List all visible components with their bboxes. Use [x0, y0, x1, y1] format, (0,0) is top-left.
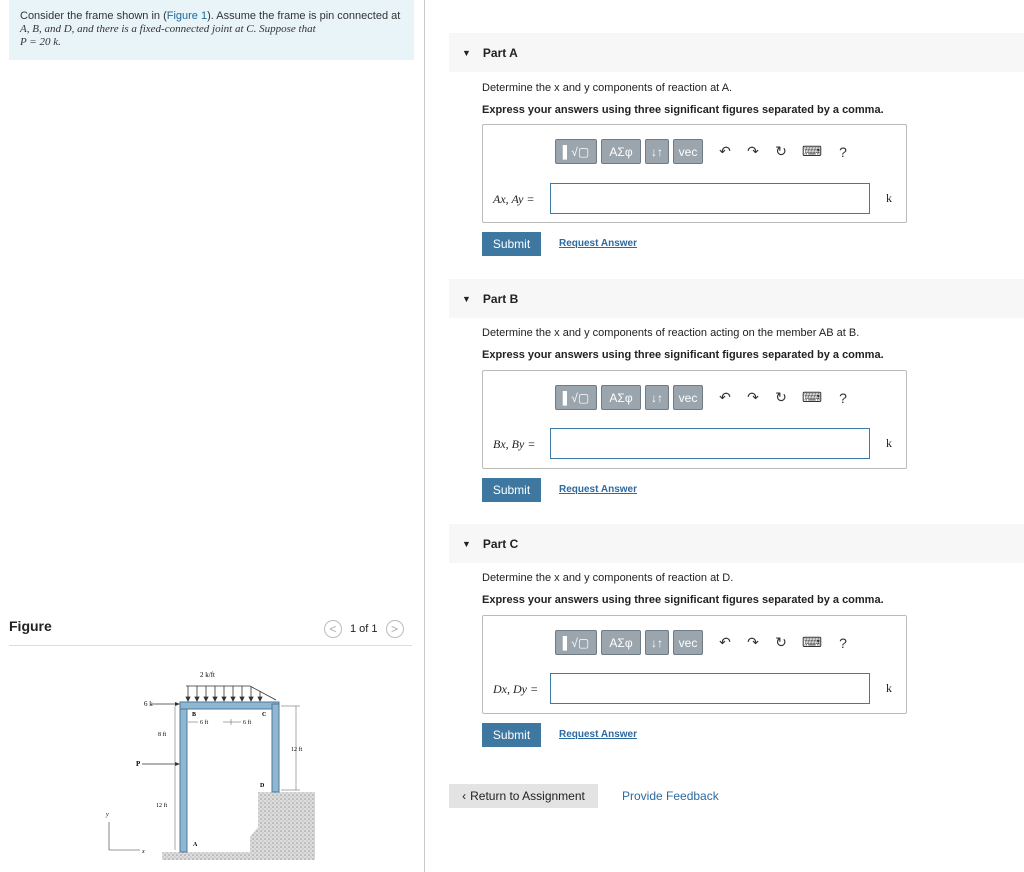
subscript-button[interactable]: ↓↑ — [645, 630, 669, 655]
answer-input[interactable] — [550, 673, 870, 704]
answer-variable-label: Ax, Ay = — [493, 192, 535, 206]
point-d-label: D — [260, 783, 265, 789]
point-b-label: B — [192, 712, 197, 718]
member-cd — [272, 704, 279, 792]
reset-icon[interactable]: ↻ — [775, 634, 787, 650]
keyboard-icon[interactable]: ⌨ — [801, 634, 823, 650]
dim-6ft-a: 6 ft — [200, 720, 209, 726]
templates-button[interactable]: ▌√▢ — [555, 139, 597, 164]
greek-button[interactable]: ΑΣφ — [601, 385, 641, 410]
return-label: Return to Assignment — [470, 789, 585, 803]
dim-12ft-left: 12 ft — [156, 803, 168, 809]
problem-text: Consider the frame shown in ( — [20, 10, 167, 22]
figure-divider — [9, 645, 412, 646]
member-ab — [180, 704, 187, 852]
part-b-question: Determine the x and y components of reaction acting on the member AB at B. — [482, 327, 860, 339]
request-answer-link[interactable]: Request Answer — [559, 729, 637, 740]
part-title: Part A — [482, 45, 518, 60]
unit-label: k — [886, 681, 892, 695]
keyboard-icon[interactable]: ⌨ — [801, 389, 823, 405]
force-6k-label: 6 k — [144, 700, 153, 708]
unit-label: k — [886, 191, 892, 205]
submit-button[interactable]: Submit — [482, 478, 541, 502]
answer-variable-label: Bx, By = — [493, 437, 536, 451]
caret-down-icon: ▼ — [462, 293, 471, 304]
part-title: Part B — [482, 291, 519, 306]
part-a-instruction: Express your answers using three significant figures separated by a comma. — [482, 104, 884, 116]
subscript-button[interactable]: ↓↑ — [645, 385, 669, 410]
member-bc — [180, 702, 279, 709]
redo-icon[interactable]: ↷ — [747, 634, 759, 650]
part-b-instruction: Express your answers using three significant figures separated by a comma. — [482, 349, 884, 361]
undo-icon[interactable]: ↶ — [719, 143, 731, 159]
submit-button[interactable]: Submit — [482, 723, 541, 747]
vec-button[interactable]: vec — [673, 630, 703, 655]
ground-a — [162, 852, 252, 860]
part-b-header[interactable] — [449, 279, 1024, 318]
help-icon[interactable]: ? — [839, 634, 847, 651]
undo-icon[interactable]: ↶ — [719, 634, 731, 650]
prev-figure-button[interactable]: < — [324, 620, 342, 638]
force-p-label: P — [136, 760, 141, 768]
request-answer-link[interactable]: Request Answer — [559, 238, 637, 249]
vec-button[interactable]: vec — [673, 385, 703, 410]
subscript-button[interactable]: ↓↑ — [645, 139, 669, 164]
request-answer-link[interactable]: Request Answer — [559, 484, 637, 495]
part-c-question: Determine the x and y components of reaction at D. — [482, 572, 734, 584]
redo-icon[interactable]: ↷ — [747, 389, 759, 405]
answer-input[interactable] — [550, 183, 870, 214]
problem-text-line2: A, B, and D, and there is a fixed-connected joint at C. Suppose that — [20, 23, 316, 35]
keyboard-icon[interactable]: ⌨ — [801, 143, 823, 159]
caret-down-icon: ▼ — [462, 47, 471, 58]
dim-8ft: 8 ft — [158, 732, 167, 738]
load-label: 2 k/ft — [200, 671, 215, 679]
reset-icon[interactable]: ↻ — [775, 389, 787, 405]
part-b-answer-box — [482, 370, 907, 469]
unit-label: k — [886, 436, 892, 450]
part-a-question: Determine the x and y components of reaction at A. — [482, 82, 733, 94]
part-c-instruction: Express your answers using three significant figures separated by a comma. — [482, 594, 884, 606]
pager-count: 1 of 1 — [350, 623, 378, 635]
undo-icon[interactable]: ↶ — [719, 389, 731, 405]
answer-variable-label: Dx, Dy = — [493, 682, 539, 696]
submit-button[interactable]: Submit — [482, 232, 541, 256]
next-figure-button[interactable]: > — [386, 620, 404, 638]
reset-icon[interactable]: ↻ — [775, 143, 787, 159]
provide-feedback-link[interactable]: Provide Feedback — [622, 789, 719, 803]
templates-button[interactable]: ▌√▢ — [555, 630, 597, 655]
problem-text: ). Assume the frame is pin connected at — [207, 10, 401, 22]
redo-icon[interactable]: ↷ — [747, 143, 759, 159]
part-c-answer-box — [482, 615, 907, 714]
frame-diagram — [100, 662, 330, 862]
caret-down-icon: ▼ — [462, 538, 471, 549]
return-to-assignment-button[interactable] — [449, 784, 598, 808]
greek-button[interactable]: ΑΣφ — [601, 139, 641, 164]
chevron-left-icon: ‹ — [462, 789, 467, 803]
axis-y-label: y — [106, 812, 109, 818]
figure-pager — [324, 619, 404, 639]
part-c-header[interactable] — [449, 524, 1024, 563]
problem-text-line3: P = 20 k. — [20, 36, 61, 48]
greek-button[interactable]: ΑΣφ — [601, 630, 641, 655]
part-a-header[interactable] — [449, 33, 1024, 72]
axis-x-label: x — [142, 849, 145, 855]
math-toolbar — [555, 630, 853, 655]
ground-d — [250, 792, 315, 860]
answer-input[interactable] — [550, 428, 870, 459]
help-icon[interactable]: ? — [839, 389, 847, 406]
templates-button[interactable]: ▌√▢ — [555, 385, 597, 410]
part-a-answer-box — [482, 124, 907, 223]
problem-statement — [9, 0, 414, 60]
figure-heading: Figure — [9, 618, 52, 634]
dim-6ft-b: 6 ft — [243, 720, 252, 726]
math-toolbar — [555, 139, 853, 164]
vec-button[interactable]: vec — [673, 139, 703, 164]
part-title: Part C — [482, 536, 519, 551]
dim-12ft-right: 12 ft — [291, 747, 303, 753]
left-panel — [0, 0, 425, 872]
point-a-label: A — [193, 842, 198, 848]
load-arrows — [186, 686, 262, 701]
math-toolbar — [555, 385, 853, 410]
help-icon[interactable]: ? — [839, 143, 847, 160]
point-c-label: C — [262, 712, 267, 718]
figure-link[interactable]: Figure 1 — [166, 10, 208, 22]
